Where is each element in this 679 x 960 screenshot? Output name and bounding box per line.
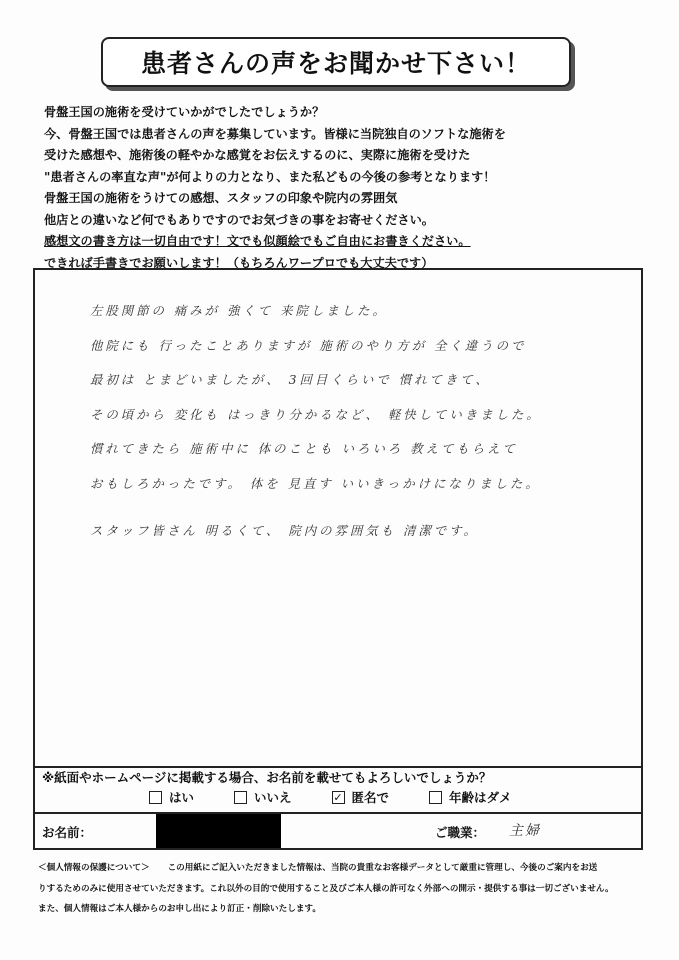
intro-line: 骨盤王国の施術をうけての感想、スタッフの印象や院内の雰囲気 <box>44 191 398 205</box>
option-no-label: いいえ <box>254 790 292 805</box>
comment-line: スタッフ皆さん 明るくて、 院内の雰囲気も 清潔です。 <box>90 522 479 538</box>
intro-line-underlined: 感想文の書き方は一切自由です！文でも似顔絵でもご自由にお書きください。 <box>44 234 471 248</box>
intro-line: 他店との違いなど何でもありですのでお気づきの事をお寄せください。 <box>44 212 434 227</box>
option-no-age[interactable] <box>429 788 512 806</box>
comment-area[interactable] <box>35 270 641 768</box>
privacy-line: りするためのみに使用させていただきます。これ以外の目的で使用すること及びご本人様の許可なく外部への開示・提供する事は一切ございません。 <box>38 883 614 894</box>
handwritten-comment <box>90 294 630 548</box>
form-frame <box>33 268 643 850</box>
intro-line: 受けた感想や、施術後の軽やかな感覚をお伝えするのに、実際に施術を受けた <box>44 148 471 162</box>
option-anonymous[interactable] <box>332 788 390 806</box>
name-redacted-field[interactable] <box>156 814 281 848</box>
job-label: ご職業： <box>435 825 486 840</box>
checkbox-no-age[interactable] <box>429 791 442 804</box>
line-gap <box>90 502 630 514</box>
intro-text <box>44 102 664 274</box>
page-title: 患者さんの声をお聞かせ下さい！ <box>140 49 531 78</box>
publish-options <box>149 788 552 806</box>
comment-line: 左股関節の 痛みが 強くて 来院しました。 <box>90 303 388 318</box>
publish-consent-row <box>35 766 641 814</box>
intro-line: "患者さんの率直な声"が何よりの力となり、また私どもの今後の参考となります！ <box>44 169 496 184</box>
option-no[interactable] <box>234 788 292 806</box>
checkbox-no[interactable] <box>234 791 247 804</box>
option-yes-label: はい <box>169 790 195 805</box>
privacy-line: この用紙にご記入いただきました情報は、当院の貴重なお客様データとして厳重に管理し、今後のご案内をお送 <box>167 863 598 873</box>
intro-line: 今、骨盤王国では患者さんの声を募集しています。皆様に当院独自のソフトな施術を <box>44 126 506 141</box>
intro-line: できれば手書きでお願いします！（もちろんワープロでも大丈夫です） <box>44 255 434 270</box>
privacy-heading: ＜個人情報の保護について＞ <box>38 863 150 873</box>
privacy-line: また、個人情報はご本人様からのお申し出により訂正・削除いたします。 <box>38 904 321 914</box>
option-yes[interactable] <box>149 788 194 806</box>
option-no-age-label: 年齢はダメ <box>449 790 512 805</box>
job-value[interactable]: 主婦 <box>509 823 541 839</box>
name-label: お名前： <box>42 825 93 840</box>
privacy-notice <box>38 858 658 920</box>
title-box <box>101 37 571 87</box>
name-job-row <box>35 812 641 848</box>
checkbox-anonymous[interactable]: ✓ <box>333 790 343 804</box>
comment-line: 他院にも 行ったことありますが 施術のやり方が 全く違うので <box>90 337 527 353</box>
checkbox-yes[interactable] <box>149 791 162 804</box>
comment-line: おもしろかったです。 体を 見直す いいきっかけになりました。 <box>90 475 541 491</box>
comment-line: 慣れてきたら 施術中に 体のことも いろいろ 教えてもらえて <box>90 441 518 457</box>
comment-line: 最初は とまどいましたが、 3回目くらいで 慣れてきて、 <box>90 372 491 388</box>
option-anonymous-label: 匿名で <box>351 790 390 805</box>
publish-question: ※紙面やホームページに掲載する場合、お名前を載せてもよろしいでしょうか？ <box>42 770 492 785</box>
comment-line: その頃から 変化も はっきり分かるなど、 軽快していきました。 <box>90 406 542 422</box>
intro-line: 骨盤王国の施術を受けていかがでしたでしょうか？ <box>44 105 325 119</box>
